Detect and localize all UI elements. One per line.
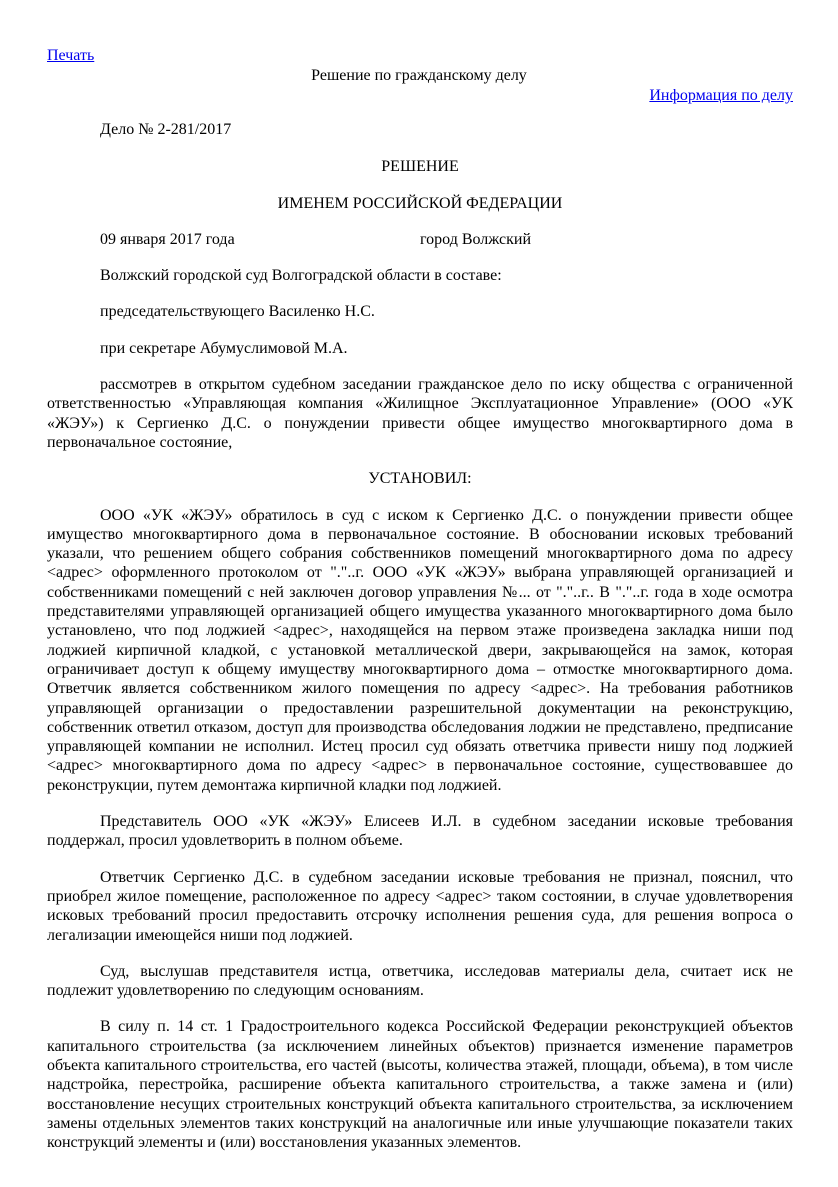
presiding-judge: председательствующего Василенко Н.С.: [100, 303, 375, 321]
decision-date: 09 января 2017 года: [100, 230, 235, 248]
court-name: Волжский городской суд Волгоградской области в составе:: [100, 267, 502, 285]
print-link[interactable]: Печать: [47, 47, 95, 64]
document-heading: РЕШЕНИЕ: [381, 158, 459, 176]
case-info-link[interactable]: Информация по делу: [649, 87, 793, 104]
decision-city: город Волжский: [420, 230, 532, 248]
date-location-row: [47, 230, 793, 249]
body-paragraph: ООО «УК «ЖЭУ» обратилось в суд с иском к Сергиенко Д.С. о понуждении привести общее имущество многоквартирного дома в первоначальное состояние. В обосновании исковых требований указали, что решением общего собрания собственников помещений многоквартирного дома по адресу <адрес> оформленного протоколом от "."..г. ООО «УК «ЖЭУ» выбрана управляющей организацией и собственниками помещений с ней заключен договор управления №... от "."..г.. В "."..г. года в ходе осмотра представителями управляющей организацией общего имущества указанного многоквартирного дома было установлено, что под лоджией <адрес>, находящейся на первом этаже произведена закладка ниши под лоджией кирпичной кладкой, с установкой металлической двери, закрывающейся на замок, которая ограничивает доступ к общему имуществу многоквартирного дома – отмостке многоквартирного дома. Ответчик является собственником жилого помещения по адресу <адрес>. На требования работников управляющей организации о предоставлении разрешительной документации на реконструкцию, собственник ответил отказом, доступ для производства обследования лоджии не представлено, предписание управляющей компании не исполнил. Истец просил суд обязать ответчика привести нишу под лоджией <адрес> многоквартирного дома по адресу <адрес> в первоначальное состояние, существовавшее до реконструкции, путем демонтажа кирпичной кладки под лоджией.: [47, 506, 793, 794]
body-paragraph: Представитель ООО «УК «ЖЭУ» Елисеев И.Л. в судебном заседании исковые требования поддержал, просил удовлетворить в полном объеме.: [47, 813, 793, 850]
body-paragraph: Суд, выслушав представителя истца, ответчика, исследовав материалы дела, считает иск не подлежит удовлетворению по следующим основаниям.: [47, 962, 793, 1000]
case-number: Дело № 2-281/2017: [100, 121, 232, 138]
document-subheading: ИМЕНЕМ РОССИЙСКОЙ ФЕДЕРАЦИИ: [277, 194, 563, 212]
body-paragraph: В силу п. 14 ст. 1 Градостроительного кодекса Российской Федерации реконструкцией объектов капитального строительства (за исключением линейных объектов) признается изменение параметров объекта капитального строительства, его частей (высоты, количества этажей, площади, объема), в том числе надстройка, перестройка, расширение объекта капитального строительства, а также замена и (или) восстановление несущих строительных конструкций объекта капитального строительства, за исключением замены отдельных элементов таких конструкций на аналогичные или иные улучшающие показатели таких конструкций элементы и (или) восстановления указанных элементов.: [47, 1018, 793, 1152]
page-title: Решение по гражданскому делу: [311, 67, 527, 84]
document-body: [47, 120, 793, 1152]
body-paragraph: Ответчик Сергиенко Д.С. в судебном заседании исковые требования не признал, пояснил, что приобрел жилое помещение, расположенное по адресу <адрес> таком состоянии, в случае удовлетворения исковых требований просил предоставить отсрочку исполнения решения суда, для решения вопроса о легализации имеющейся ниши под лоджией.: [47, 868, 793, 944]
court-secretary: при секретаре Абумуслимовой М.А.: [100, 339, 348, 357]
intro-paragraph: рассмотрев в открытом судебном заседании гражданское дело по иску общества с ограниченной ответственностью «Управляющая компания «Жилищное Эксплуатационное Управление» (ООО «УК «ЖЭУ») к Сергиенко Д.С. о понуждении привести общее имущество многоквартирного дома в первоначальное состояние,: [47, 376, 793, 451]
established-heading: УСТАНОВИЛ:: [368, 470, 472, 488]
